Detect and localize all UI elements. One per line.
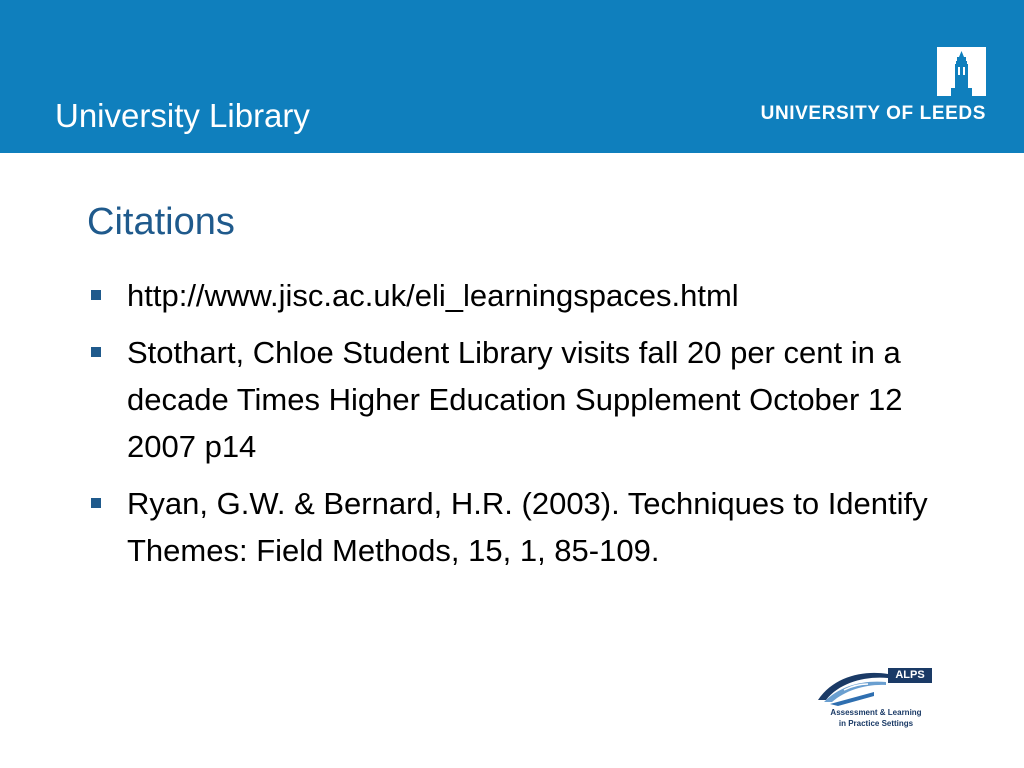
alps-tagline-line2: in Practice Settings bbox=[838, 719, 914, 728]
alps-tagline-line1: Assessment & Learning bbox=[830, 708, 922, 717]
citation-text: Stothart, Chloe Student Library visits fall 20 per cent in a decade Times Higher Education Supplement October 12 2007 p14 bbox=[127, 335, 903, 464]
alps-name: ALPS bbox=[888, 668, 932, 683]
square-bullet-icon bbox=[91, 347, 101, 357]
citation-item bbox=[88, 480, 948, 574]
parkinson-tower-icon bbox=[937, 47, 986, 96]
citation-item bbox=[88, 272, 948, 319]
citation-text: Ryan, G.W. & Bernard, H.R. (2003). Techniques to Identify Themes: Field Methods, 15, 1, 85-109. bbox=[127, 486, 928, 568]
slide-title: Citations bbox=[87, 201, 235, 243]
citation-list bbox=[88, 272, 948, 584]
header-title: University Library bbox=[55, 97, 310, 134]
citation-text: http://www.jisc.ac.uk/eli_learningspaces.html bbox=[127, 278, 739, 313]
alps-tagline bbox=[814, 707, 938, 729]
university-logo-text: UNIVERSITY OF LEEDS bbox=[760, 103, 986, 124]
citation-item bbox=[88, 329, 948, 470]
header-bar bbox=[0, 0, 1024, 153]
alps-logo bbox=[814, 664, 938, 734]
square-bullet-icon bbox=[91, 290, 101, 300]
square-bullet-icon bbox=[91, 498, 101, 508]
